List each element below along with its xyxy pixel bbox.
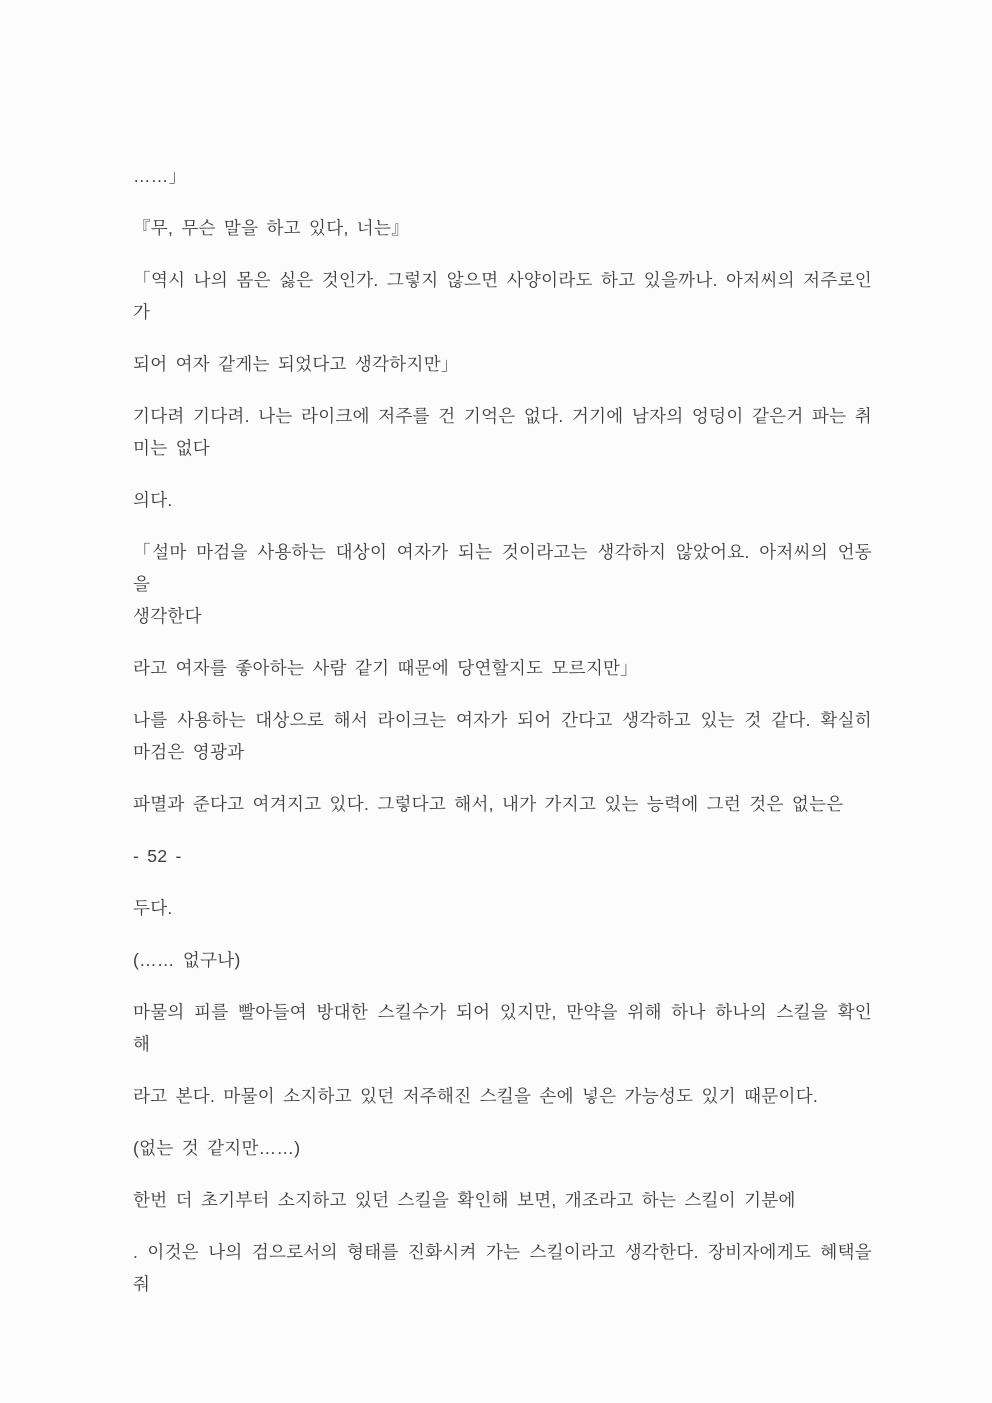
paragraph: [133, 348, 872, 380]
paragraph: [133, 1132, 872, 1164]
text-line: 한번 더 초기부터 소지하고 있던 스킬을 확인해 보면, 개조라고 하는 스킬이 기분에: [133, 1190, 796, 1210]
text-line: 두다.: [133, 898, 173, 918]
paragraph: [133, 788, 872, 820]
text-line: - 52 -: [133, 846, 182, 866]
text-line: . 이것은 나의 검으로서의 형태를 진화시켜 가는 스킬이라고 생각한다. 장비자에게도 혜택을: [133, 1242, 872, 1262]
text-line: 나를 사용하는 대상으로 해서 라이크는 여자가 되어 간다고 생각하고 있는 것 같다. 확실히: [133, 710, 872, 730]
document-body: [133, 160, 872, 1320]
text-line: 생각한다: [133, 606, 202, 626]
text-line: ……」: [133, 166, 187, 186]
paragraph: [133, 1236, 872, 1300]
text-line: 의다.: [133, 490, 173, 510]
text-line: 가: [133, 302, 151, 322]
text-line: 마물의 피를 빨아들여 방대한 스킬수가 되어 있지만, 만약을 위해 하나 하나의 스킬을 확인해: [133, 1002, 872, 1054]
text-line: 줘: [133, 1274, 151, 1294]
text-line: 『무, 무슨 말을 하고 있다, 너는』: [133, 218, 409, 238]
page-number: [133, 840, 872, 872]
text-line: 마검은 영광과: [133, 742, 245, 762]
text-line: 미는 없다: [133, 438, 210, 458]
text-line: 「역시 나의 몸은 싫은 것인가. 그렇지 않으면 사양이라도 하고 있을까나. 아저씨의 저주로인: [133, 270, 872, 290]
paragraph: [133, 484, 872, 516]
paragraph: [133, 892, 872, 924]
paragraph: [133, 704, 872, 768]
paragraph: [133, 536, 872, 632]
text-line: 되어 여자 같게는 되었다고 생각하지만」: [133, 354, 459, 374]
text-line: (…… 없구나): [133, 950, 241, 970]
text-line: (없는 것 같지만……): [133, 1138, 301, 1158]
text-line: 라고 본다. 마물이 소지하고 있던 저주해진 스킬을 손에 넣은 가능성도 있기 때문이다.: [133, 1086, 819, 1106]
paragraph: [133, 944, 872, 976]
paragraph: [133, 160, 872, 192]
text-line: 기다려 기다려. 나는 라이크에 저주를 건 기억은 없다. 거기에 남자의 엉덩이 같은거 파는 취: [133, 406, 872, 426]
text-line: 라고 여자를 좋아하는 사람 같기 때문에 당연할지도 모르지만」: [133, 658, 639, 678]
text-line: 「설마 마검을 사용하는 대상이 여자가 되는 것이라고는 생각하지 않았어요. 아저씨의 언동을: [133, 542, 872, 594]
paragraph: [133, 1184, 872, 1216]
paragraph: [133, 212, 872, 244]
paragraph: [133, 1080, 872, 1112]
paragraph: [133, 264, 872, 328]
text-line: 파멸과 준다고 여겨지고 있다. 그렇다고 해서, 내가 가지고 있는 능력에 그런 것은 없는은: [133, 794, 844, 814]
paragraph: [133, 400, 872, 464]
paragraph: [133, 996, 872, 1060]
paragraph: [133, 652, 872, 684]
